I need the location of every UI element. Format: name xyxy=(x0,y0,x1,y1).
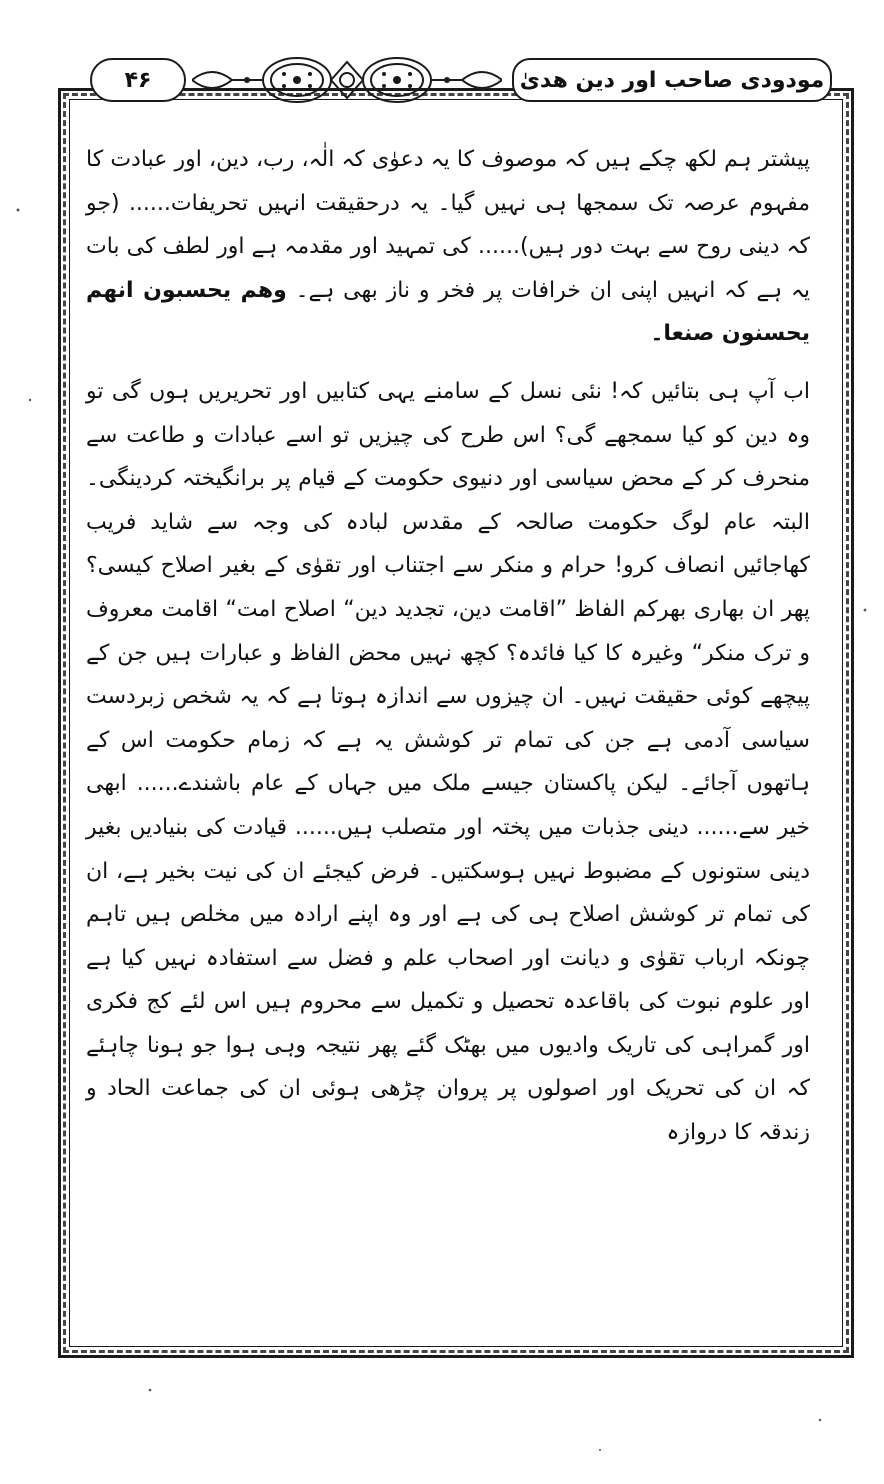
page-body xyxy=(86,138,810,1155)
page-header xyxy=(80,52,832,112)
quran-quote: وھم یحسبون انھم یحسنون صنعا۔ xyxy=(86,277,810,347)
paragraph-1-text: پیشتر ہم لکھ چکے ہیں کہ موصوف کا یہ دعوٰی کہ الٰہ، رب، دین، اور عبادت کا مفہوم عرصہ تک سمجھا ہی نہیں گیا۔ یہ درحقیقت انہیں تحریفات...... (جو کہ دینی روح سے بہت دور ہیں)...... کی تمہید اور مقدمہ ہے اور لطف کی بات یہ ہے کہ انہیں اپنی ان خرافات پر فخر و ناز بھی ہے۔ xyxy=(86,147,810,303)
paragraph-1 xyxy=(86,138,810,356)
running-title: مودودی صاحب اور دین ھدیٰ xyxy=(512,58,832,102)
page-number: ۴۶ xyxy=(90,58,186,102)
decorative-ornament xyxy=(192,54,502,106)
paragraph-2: اب آپ ہی بتائیں کہ! نئی نسل کے سامنے یہی کتابیں اور تحریریں ہوں گی تو وہ دین کو کیا سمجھے گی؟ اس طرح کی چیزیں تو اسے عبادات و طاعت سے منحرف کر کے محض سیاسی اور دنیوی حکومت کے قیام پر برانگیختہ کردینگی۔ البتہ عام لوگ حکومت صالحہ کے مقدس لبادہ کی وجہ سے شاید فریب کھاجائیں انصاف کرو! حرام و منکر سے اجتناب اور تقوٰی کے بغیر اصلاح کیسی؟ پھر ان بھاری بھرکم الفاظ ”اقامت دین، تجدید دین“ اصلاح امت“ اقامت معروف و ترک منکر“ وغیرہ کا کیا فائدہ؟ کچھ نہیں محض الفاظ و عبارات ہیں جن کے پیچھے کوئی حقیقت نہیں۔ ان چیزوں سے اندازہ ہوتا ہے کہ یہ شخص زبردست سیاسی آدمی ہے جن کی تمام تر کوشش یہ ہے کہ زمام حکومت اس کے ہاتھوں آجائے۔ لیکن پاکستان جیسے ملک میں جہاں کے عام باشندے...... ابھی خیر سے...... دینی جذبات میں پختہ اور متصلب ہیں...... قیادت کی بنیادیں بغیر دینی ستونوں کے مضبوط نہیں ہوسکتیں۔ فرض کیجئے ان کی نیت بخیر ہے، ان کی تمام تر کوشش اصلاح ہی کی ہے اور وہ اپنے ارادہ میں مخلص ہیں تاہم چونکہ ارباب تقوٰی و دیانت اور اصحاب علم و فضل سے استفادہ نہیں کیا ہے اور علوم نبوت کی باقاعدہ تحصیل و تکمیل سے محروم ہیں اس لئے کج فکری اور گمراہی کی تاریک وادیوں میں بھٹک گئے پھر نتیجہ وہی ہوا جو ہونا چاہئے کہ ان کی تحریک اور اصولوں پر پروان چڑھی ہوئی ان کی جماعت الحاد و زندقہ کا دروازہ xyxy=(86,378,810,1146)
